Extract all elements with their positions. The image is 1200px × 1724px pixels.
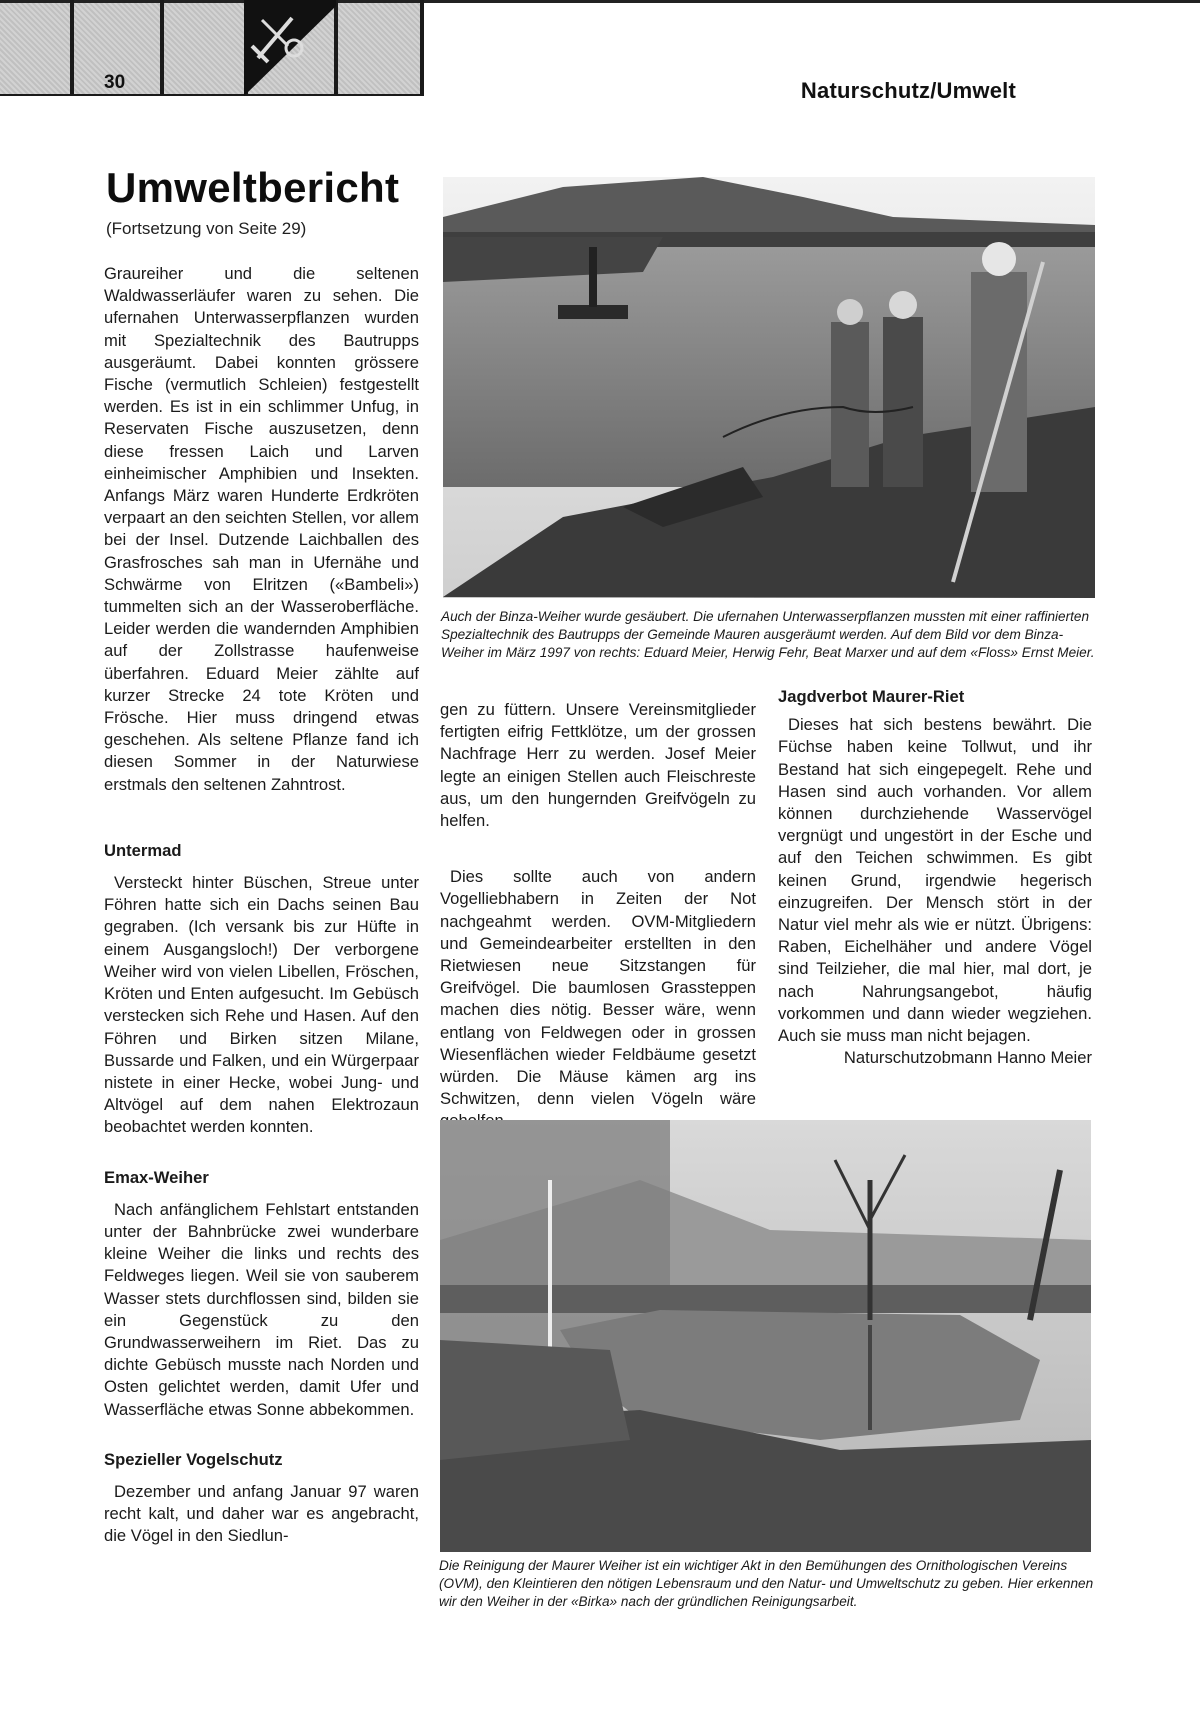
section-heading-emax: Emax-Weiher: [104, 1167, 209, 1187]
header-divider: [160, 0, 164, 96]
page-header: [0, 0, 1200, 96]
photo-birka-weiher-icon: [440, 1120, 1091, 1552]
paragraph-emax: Nach anfänglichem Fehlstart entstanden unter der Bahnbrücke zwei wunderbare kleine Weiher die links und rechts des Feldweges liegen. Weil sie von sauberem Wasser stets durchflossen sind, bilden sie ein Gegenstück zu den Grundwasserweihern im Riet. Das zu dichte Gebüsch musste nach Norden und Osten gelichtet werden, damit Ufer und Wasserfläche etwas Sonne abbekommen.: [104, 1199, 419, 1419]
photo-caption-birka: Die Reinigung der Maurer Weiher ist ein wichtiger Akt in den Bemühungen des Ornithologischen Vereins (OVM), den Kleintieren den nötigen Lebensraum und den Natur- und Umweltschutz zu geben. Hier erkennen wir den Weiher in der «Birka» nach der gründlichen Reinigungsarbeit.: [439, 1558, 1094, 1610]
header-divider: [420, 0, 424, 96]
header-divider: [70, 0, 74, 96]
section-heading-untermad: Untermad: [104, 840, 182, 860]
intro-paragraph: Graureiher und die seltenen Waldwasserläufer waren zu sehen. Die ufernahen Unterwasserpflanzen wurden mit Spezialtechnik des Bautrupps ausgeräumt. Dabei konnten grössere Fische (vermutlich Schleien) festgestellt werden. Es ist in ein schlimmer Unfug, in Reservaten Fische auszusetzen, denn diese fressen Laich und Larven einheimischer Amphibien und Insekten. Anfangs März waren Hunderte Erdkröten verpaart an den seichten Stellen, vor allem bei der Insel. Dutzende Laichballen des Grasfrosches sah man in Ufernähe und Schwärme von Elritzen («Bambeli») tummelten sich an der Wasseroberfläche. Leider werden die wandernden Amphibien auf der Zollstrasse haufenweise überfahren. Eduard Meier zählte auf kurzer Strecke 24 tote Kröten und Frösche. Hier muss dringend etwas geschehen. Als seltene Pflanze fand ich diesen Sommer in der Naturwiese erstmals den seltenen Zahntrost.: [104, 264, 419, 794]
left-column: [104, 263, 419, 1548]
paragraph-vogelschutz-cont-1: gen zu füttern. Unsere Vereinsmitglieder fertigten eifrig Fettklötze, um der grossen Nachfrage Herr zu werden. Josef Meier legte an einigen Stellen auch Fleischreste aus, um den hungernden Greifvögeln zu helfen.: [440, 700, 756, 831]
header-texture-band: [0, 0, 422, 96]
header-bottom-rule: [0, 94, 422, 96]
section-label: Naturschutz/Umwelt: [800, 78, 1016, 103]
paragraph-untermad: Versteckt hinter Büschen, Streue unter Föhren hatte sich ein Dachs seinen Bau gegraben. (Ich versank bis zur Hüfte in einem Ausgangsloch!) Der verborgene Weiher wird von vielen Libellen, Fröschen, Kröten und Enten aufgesucht. Im Gebüsch verstecken sich Rehe und Hasen. Auf den Föhren und Birken sitzen Milane, Bussarde und Falken, und ein Würgerpaar nistete in einer Hecke, wobei Jung- und Altvögel auf dem nahen Elektrozaun beobachtet werden konnten.: [104, 873, 419, 1137]
section-heading-jagdverbot: Jagdverbot Maurer-Riet: [778, 687, 965, 706]
paragraph-vogelschutz-cont-2: Dies sollte auch von andern Vogelliebhabern in Zeiten der Not nachgeahmt werden. OVM-Mitgliedern und Gemeindearbeiter erstellten in den Rietwiesen neue Sitzstangen für Greifvögel. Die baumlosen Grassteppen machen dies nötig. Besser wäre, wenn entlang von Feldwegen oder in grossen Wiesenflächen wieder Feldbäume gesetzt würden. Die Mäuse kämen arg ins Schwitzen, denn vielen Vögeln wäre: [440, 867, 756, 1109]
right-column: [778, 686, 1092, 1069]
header-top-rule: [0, 0, 1200, 3]
photo-binza-weiher-icon: [443, 177, 1095, 598]
middle-column: [440, 699, 756, 1133]
article-title: Umweltbericht: [106, 164, 400, 211]
section-heading-vogelschutz: Spezieller Vogelschutz: [104, 1449, 283, 1469]
crossed-tools-emblem-icon: [244, 0, 336, 96]
paragraph-vogelschutz-start: Dezember und anfang Januar 97 waren recht kalt, und daher war es angebracht, die Vögel in den Siedlun-: [104, 1481, 419, 1546]
paragraph-jagdverbot: Dieses hat sich bestens bewährt. Die Füchse haben keine Tollwut, und ihr Bestand hat sich eingepegelt. Rehe und Hasen sind auch vorhanden. Vor allem können durchziehende Wasservögel vergnügt und ungestört in der Esche und auf den Teichen schwimmen. Es gibt keinen Grund, irgendwie hegerisch einzugreifen. Der Mensch stört in der Natur viel mehr als wie er nützt. Übrigens: Raben, Eichelhäher und andere Vögel sind Teilzieher, die mal hier, mal dort, je nach Nahrungsangebot, häufig vorkommen und dann wieder wegziehen. Auch sie muss man nicht bejagen.: [778, 715, 1092, 1046]
photo-caption-binza: Auch der Binza-Weiher wurde gesäubert. Die ufernahen Unterwasserpflanzen mussten mit einer raffinierten Spezialtechnik des Bautrupps der Gemeinde Mauren ausgeräumt werden. Auf dem Bild vor dem Binza-Weiher im März 1997 von rechts: Eduard Meier, Herwig Fehr, Beat Marxer und auf dem «Floss» Ernst Meier.: [441, 609, 1095, 661]
author-signature: Naturschutzobmann Hanno Meier: [843, 1048, 1092, 1068]
page-number: 30: [104, 72, 126, 93]
article-subtitle: (Fortsetzung von Seite 29): [106, 219, 307, 238]
